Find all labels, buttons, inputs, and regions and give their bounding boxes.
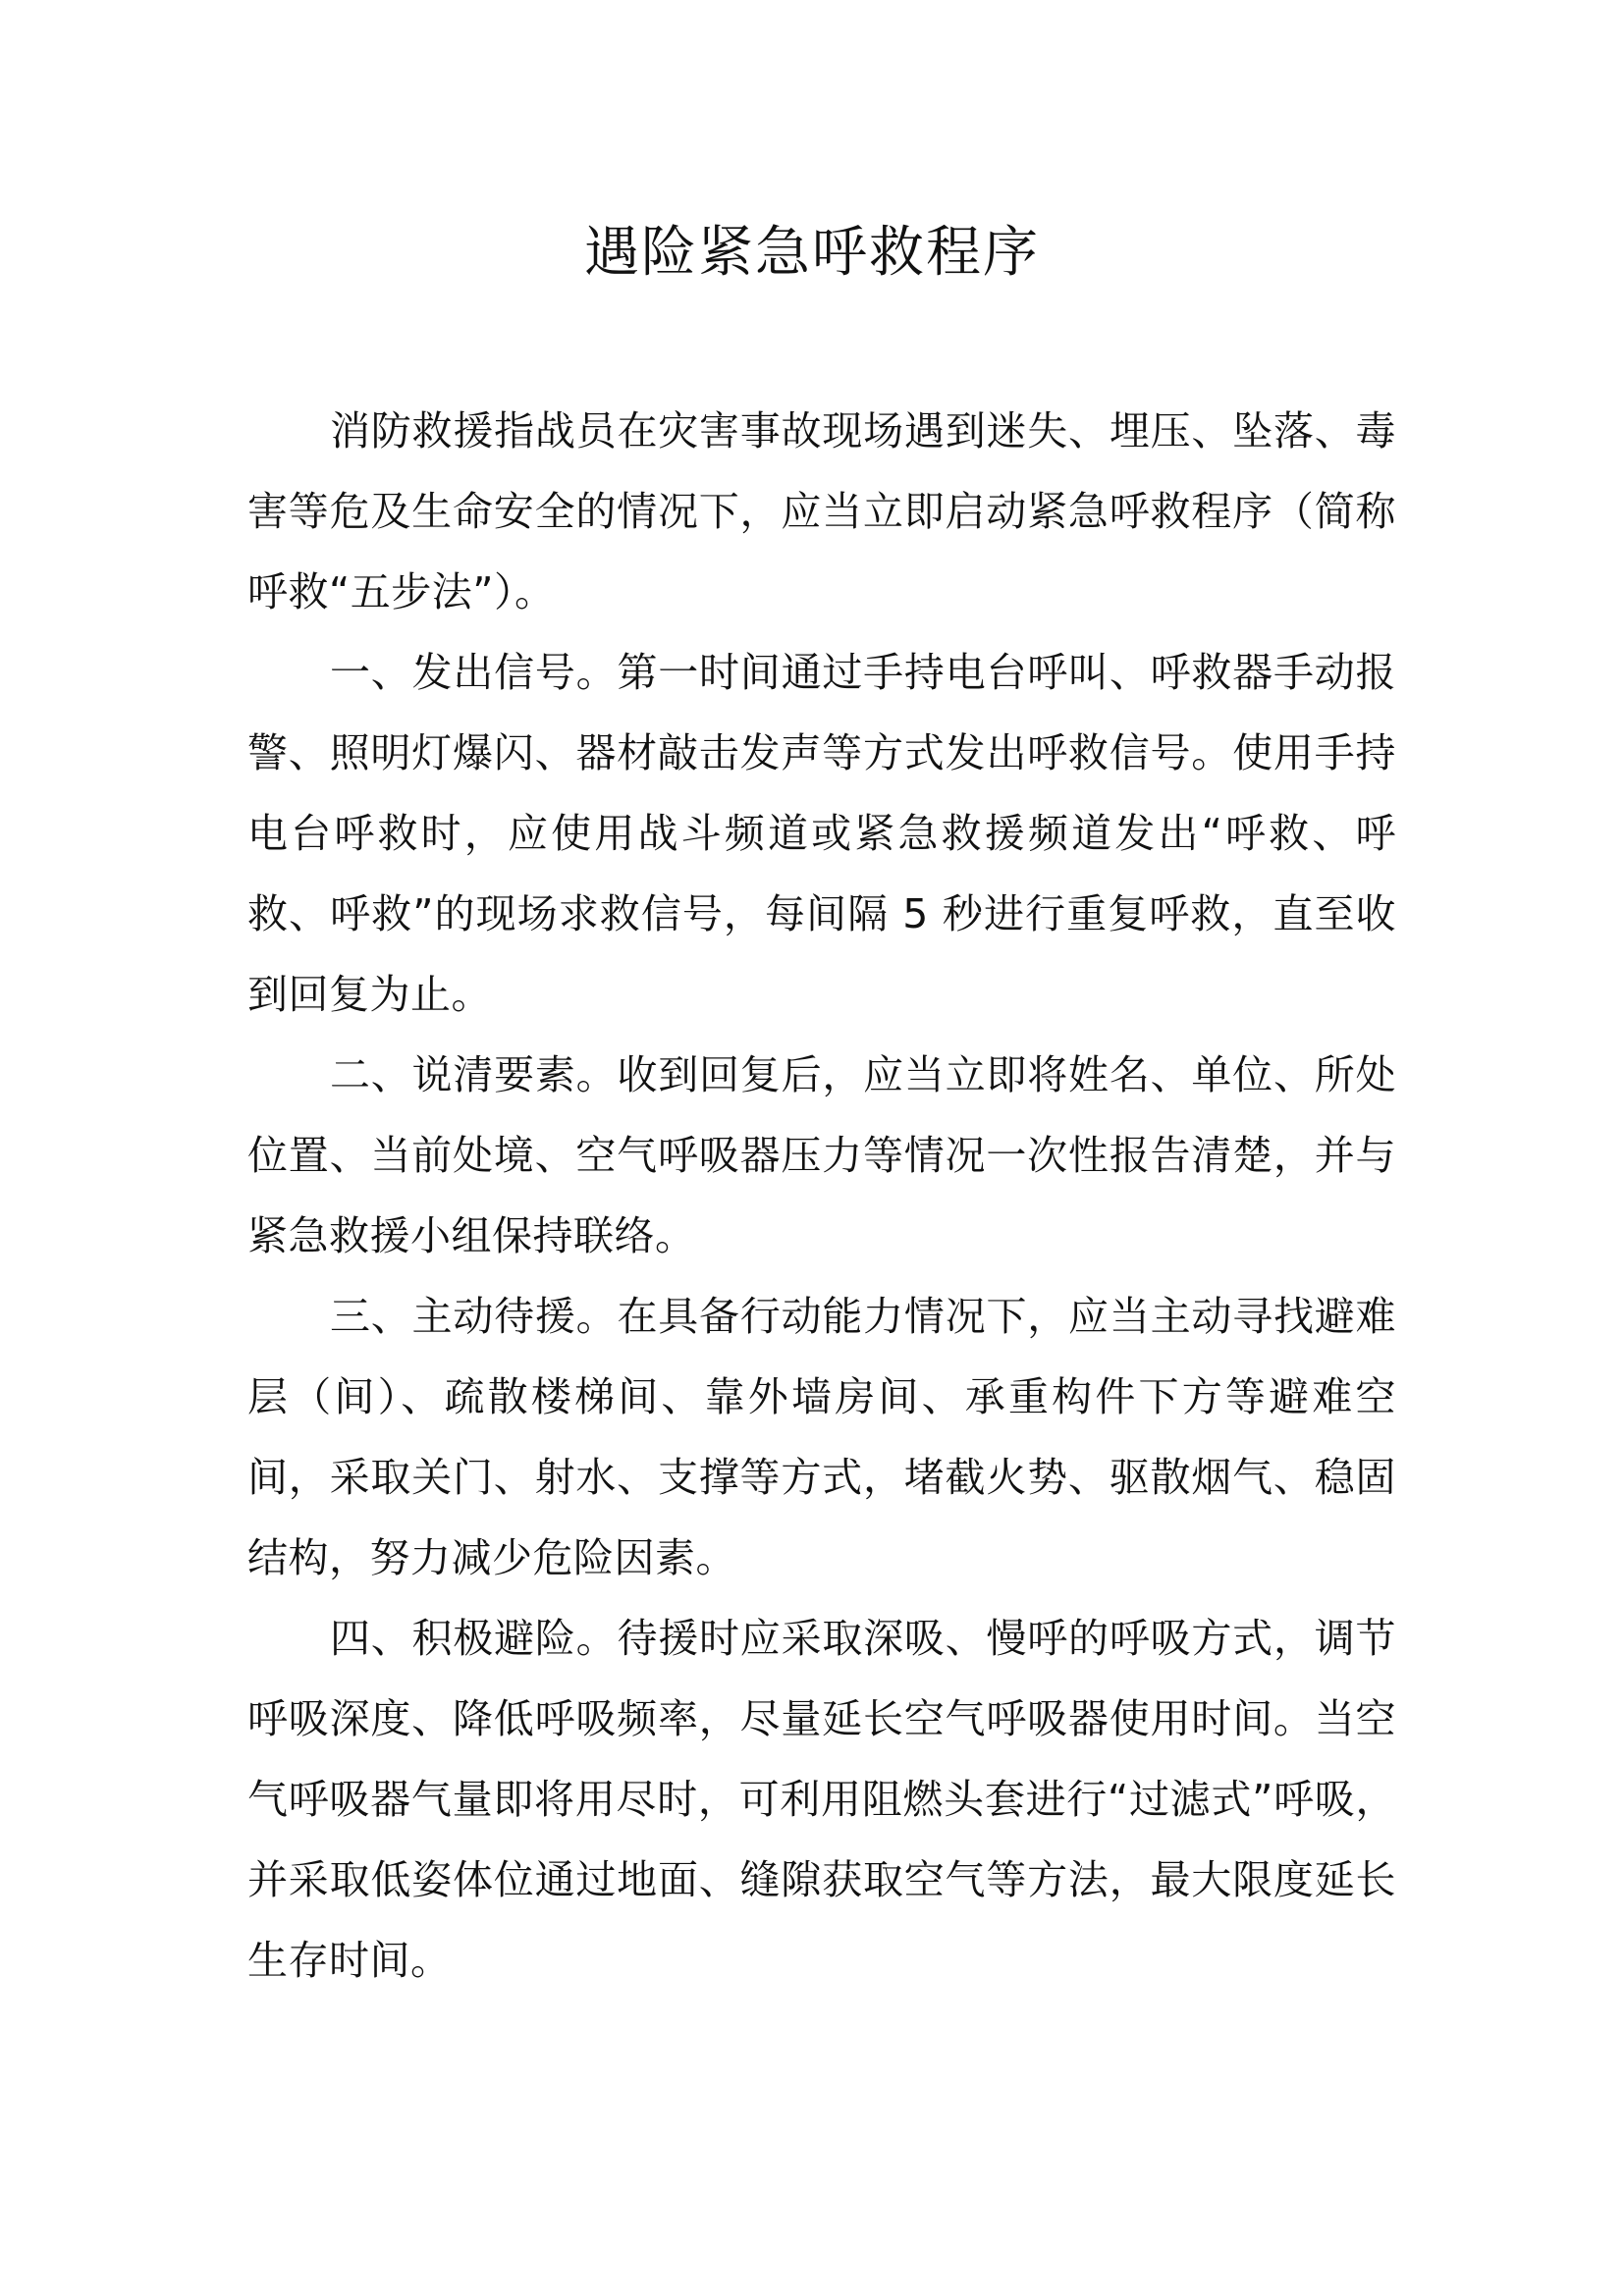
paragraph-step-1: 一、发出信号。第一时间通过手持电台呼叫、呼救器手动报警、照明灯爆闪、器材敲击发声等方式发出呼救信号。使用手持电台呼救时，应使用战斗频道或紧急救援频道发出“呼救、呼救、呼救”的现场求救信号，每间隔 5 秒进行重复呼救，直至收到回复为止。 (247, 649, 1396, 1018)
document-body (247, 391, 1396, 2001)
paragraph-step-2: 二、说清要素。收到回复后，应当立即将姓名、单位、所处位置、当前处境、空气呼吸器压力等情况一次性报告清楚，并与紧急救援小组保持联络。 (247, 1051, 1396, 1259)
paragraph-step-4: 四、积极避险。待援时应采取深吸、慢呼的呼吸方式，调节呼吸深度、降低呼吸频率，尽量延长空气呼吸器使用时间。当空气呼吸器气量即将用尽时，可利用阻燃头套进行“过滤式”呼吸，并采取低姿体位通过地面、缝隙获取空气等方法，最大限度延长生存时间。 (247, 1615, 1396, 1984)
paragraph-step-3: 三、主动待援。在具备行动能力情况下，应当主动寻找避难层（间）、疏散楼梯间、靠外墙房间、承重构件下方等避难空间，采取关门、射水、支撑等方式，堵截火势、驱散烟气、稳固结构，努力减少危险因素。 (247, 1293, 1396, 1581)
paragraph-intro: 消防救援指战员在灾害事故现场遇到迷失、埋压、坠落、毒害等危及生命安全的情况下，应当立即启动紧急呼救程序（简称呼救“五步法”）。 (247, 407, 1396, 615)
document-title: 遇险紧急呼救程序 (584, 221, 1040, 285)
